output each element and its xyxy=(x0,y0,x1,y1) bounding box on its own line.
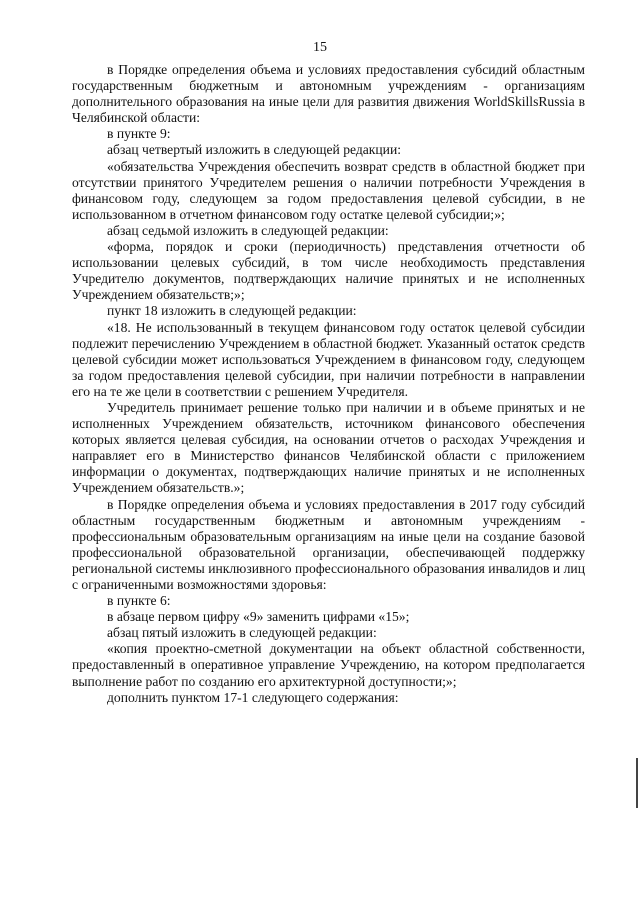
paragraph: абзац седьмой изложить в следующей редакции: xyxy=(107,222,389,238)
paragraph: Учредитель принимает решение только при наличии и в объеме принятых и не исполненных Учреждением обязательств, источником финансового обеспечения которых является целевая субсидия, на основании отчетов о расходах Учреждения и направляет его в Министерство финансов Челябинской области с приложением информации о документах, подтверждающих наличие принятых и не исполненных Учреждением обязательств.»; xyxy=(72,399,585,496)
paragraph: «копия проектно-сметной документации на объект областной собственности, предоставленный в оперативное управление Учреждению, на котором предполагается выполнение работ по созданию его архитектурной доступности;»; xyxy=(72,641,585,689)
paragraph: в абзаце первом цифру «9» заменить цифрами «15»; xyxy=(107,609,410,625)
paragraph: в пункте 6: xyxy=(107,593,171,609)
paragraph: дополнить пунктом 17-1 следующего содержания: xyxy=(107,689,399,705)
document-body xyxy=(72,62,585,706)
paragraph: в Порядке определения объема и условиях предоставления в 2017 году субсидий областным государственным бюджетным и автономным учреждениям - профессиональным образовательным организациям на иные цели на создание базовой профессиональной образовательной организации, обеспечивающей поддержку региональной системы инклюзивного профессионального образования инвалидов и лиц с ограниченными возможностями здоровья: xyxy=(72,496,585,592)
paragraph: «18. Не использованный в текущем финансовом году остаток целевой субсидии подлежит перечислению Учреждением в областной бюджет. Указанный остаток средств целевой субсидии может использоваться Учреждением в финансовом году, следующем за годом предоставления целевой субсидии, при наличии потребности в направлении его на те же цели в соответствии с решением Учредителя. xyxy=(72,319,585,399)
scan-edge-mark xyxy=(636,758,638,808)
page-number: 15 xyxy=(313,40,327,55)
paragraph: «форма, порядок и сроки (периодичность) представления отчетности об использовании целевых субсидий, в том числе необходимость представления Учредителю документов, подтверждающих наличие принятых и не исполненных Учреждением обязательств;»; xyxy=(72,239,585,303)
paragraph: абзац четвертый изложить в следующей редакции: xyxy=(107,142,402,158)
paragraph: в пункте 9: xyxy=(107,126,171,142)
paragraph: пункт 18 изложить в следующей редакции: xyxy=(107,303,357,319)
paragraph: абзац пятый изложить в следующей редакции: xyxy=(107,625,377,641)
paragraph: «обязательства Учреждения обеспечить возврат средств в областной бюджет при отсутствии принятого Учредителем решения о наличии потребности Учреждения в финансовом году, следующем за годом предоставления целевой субсидии, в не использованном в отчетном финансовом году остатке целевой субсидии;»; xyxy=(72,158,585,222)
paragraph: в Порядке определения объема и условиях предоставления субсидий областным государственным бюджетным и автономным учреждениям - организациям дополнительного образования на иные цели для развития движения WorldSkillsRussia в Челябинской области: xyxy=(72,62,585,126)
